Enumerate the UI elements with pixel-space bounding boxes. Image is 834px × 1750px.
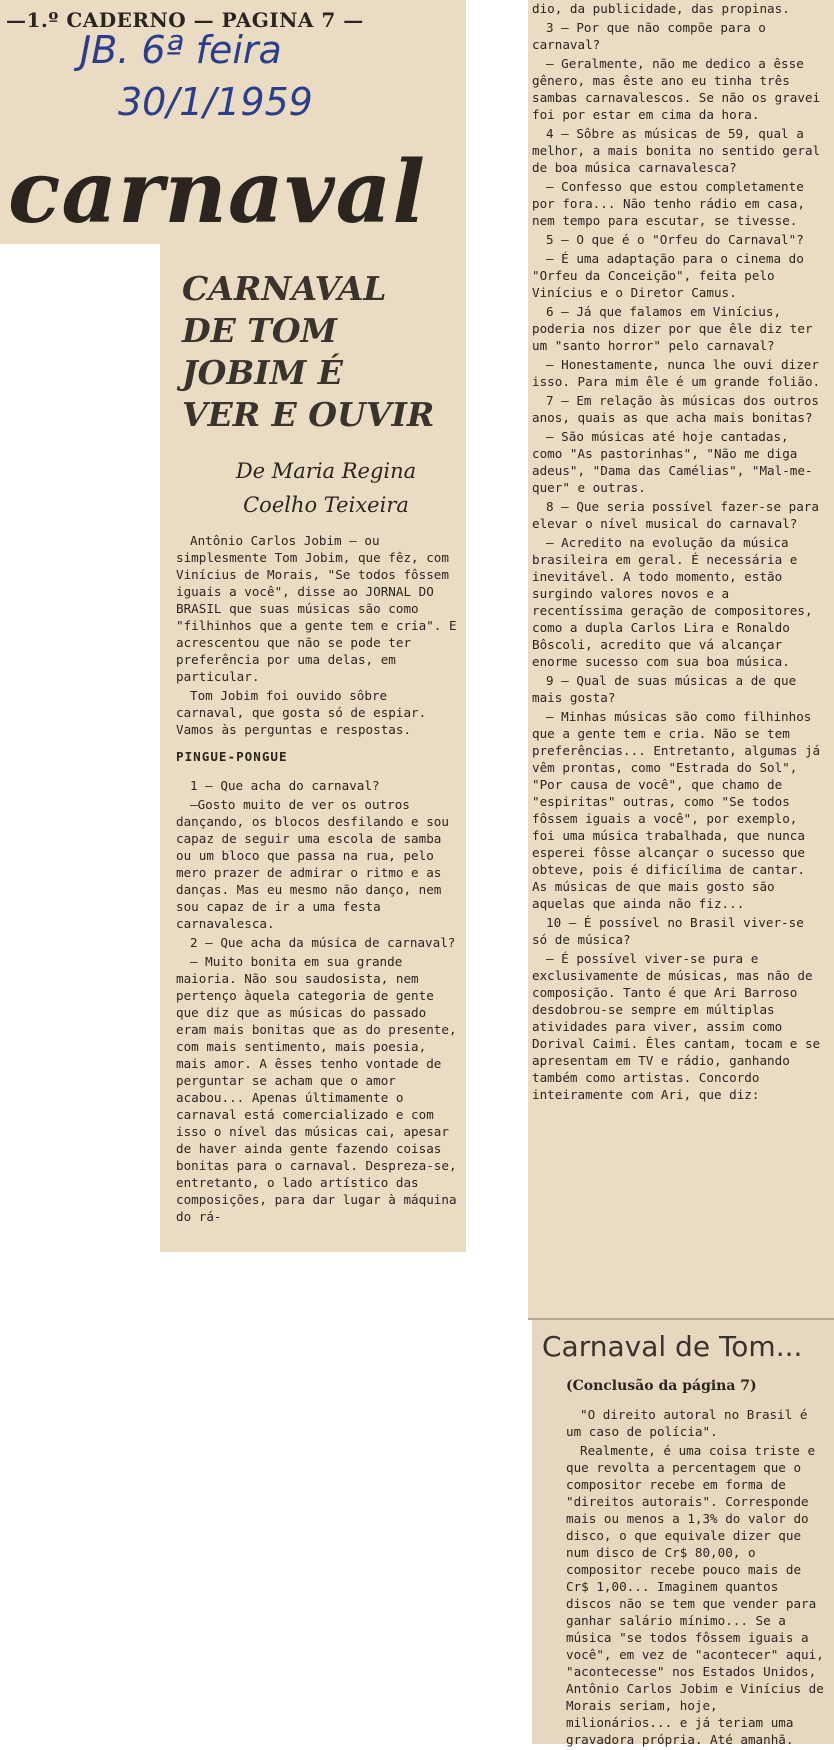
article-headline xyxy=(182,268,462,436)
question: 4 — Sôbre as músicas de 59, qual a melhor, a mais bonita no sentido geral de boa música carnavalesca? xyxy=(532,126,821,175)
answer: — Muito bonita em sua grande maioria. Não sou saudosista, nem pertenço àquela categoria de gente que diz que as músicas do passado eram mais bonitas que as do presente, com mais sentimento, mais poesia, mais amor. A êsses tenho vontade de perguntar se acham que o amor acabou... Apenas últimamente o carnaval está comercializado e com isso o nível das músicas cai, apesar de haver ainda gente fazendo coisas bonitas para o carnaval. Despreza-se, entretanto, o lado artístico das composições, para dar lugar à máquina do rá- xyxy=(176,954,457,1224)
question: 10 — É possível no Brasil viver-se só de música? xyxy=(532,915,804,947)
column-divider xyxy=(528,1318,834,1320)
question: 3 — Por que não compõe para o carnaval? xyxy=(532,20,766,52)
answer: — É uma adaptação para o cinema do "Orfeu da Conceição", feita pelo Vinícius e o Diretor Camus. xyxy=(532,251,804,300)
question: 2 — Que acha da música de carnaval? xyxy=(190,935,456,950)
section-subhead: PINGUE-PONGUE xyxy=(176,749,288,764)
handwritten-note-date: 30/1/1959 xyxy=(118,80,313,124)
paragraph: "O direito autoral no Brasil é um caso de polícia". xyxy=(566,1407,808,1439)
answer: — É possível viver-se pura e exclusivamente de músicas, mas não de composição. Tanto é que Ari Barroso desdobrou-se sempre em múltiplas atividades para viver, assim como Dorival Caimi. Êles cantam, tocam e se apresentam em TV e rádio, ganhando também como artistas. Concordo inteiramente com Ari, que diz: xyxy=(532,951,821,1102)
article-left-column xyxy=(176,532,458,1227)
paragraph: dio, da publicidade, das propinas. xyxy=(532,1,790,16)
conclusion-title: Carnaval de Tom... xyxy=(542,1330,803,1363)
answer: — São músicas até hoje cantadas, como "As pastorinhas", "Não me diga adeus", "Dama das Camélias", "Mal-me-quer" e outras. xyxy=(532,429,813,495)
headline-line: JOBIM É xyxy=(182,353,343,392)
question: 9 — Qual de suas músicas a de que mais gosta? xyxy=(532,673,797,705)
question: 8 — Que seria possível fazer-se para elevar o nível musical do carnaval? xyxy=(532,499,819,531)
article-right-column xyxy=(532,0,824,1105)
byline-line: De Maria Regina xyxy=(235,459,417,483)
paragraph: Antônio Carlos Jobim — ou simplesmente Tom Jobim, que fêz, com Vinícius de Morais, "Se todos fôssem iguais a você", disse ao JORNAL DO BRASIL que suas músicas são como "filhinhos que a gente tem e cria". E acrescentou que não se pode ter preferência por uma delas, em particular. xyxy=(176,533,457,684)
handwritten-note-day: JB. 6ª feira xyxy=(80,28,282,72)
byline xyxy=(196,454,456,522)
question: 6 — Já que falamos em Vinícius, poderia nos dizer por que êle diz ter um "santo horror" pelo carnaval? xyxy=(532,304,813,353)
question: 1 — Que acha do carnaval? xyxy=(190,778,380,793)
headline-line: CARNAVAL xyxy=(182,269,387,308)
headline-line: DE TOM xyxy=(182,311,338,350)
question: 5 — O que é o "Orfeu do Carnaval"? xyxy=(546,232,804,247)
answer: — Acredito na evolução da música brasileira em geral. É necessária e inevitável. A todo momento, estão surgindo valores novos e a recentíssima geração de compositores, como a dupla Carlos Lira e Ronaldo Bôscoli, acredito que vá alcançar enorme sucesso com sua boa música. xyxy=(532,535,813,669)
paragraph: Realmente, é uma coisa triste e que revolta a percentagem que o compositor recebe em forma de "direitos autorais". Corresponde mais ou menos a 1,3% do valor do disco, o que equivale dizer que num disco de Cr$ 80,00, o compositor recebe pouco mais de Cr$ 1,00... Imaginem quantos discos não se tem que vender para ganhar salário mínimo... Se a música "se todos fôssem iguais a você", em vez de "acontecer" aqui, "acontecesse" nos Estados Unidos, Antônio Carlos Jobim e Vinícius de Morais seriam, hoje, milionários... e já teriam uma gravadora própria. Até amanhã. xyxy=(566,1443,824,1747)
headline-line: VER E OUVIR xyxy=(182,395,435,434)
answer: — Minhas músicas são como filhinhos que a gente tem e cria. Não se tem preferências... Entretanto, algumas já vêm prontas, como "Estrada do Sol", "Por causa de você", que chamo de "espiritas" outras, como "Se todos fôssem iguais a você", por exemplo, foi uma música trabalhada, que nunca esperei fôsse alcançar o sucesso que obteve, pois é dificílima de cantar. As músicas de que mais gosto são aquelas que ainda não fiz... xyxy=(532,709,821,911)
answer: —Gosto muito de ver os outros dançando, os blocos desfilando e sou capaz de seguir uma escola de samba ou um bloco que passa na rua, pelo mero prazer de admirar o ritmo e as danças. Mas eu mesmo não danço, nem sou capaz de ir a uma festa carnavalesca. xyxy=(176,797,449,931)
answer: — Honestamente, nunca lhe ouvi dizer isso. Para mim êle é um grande folião. xyxy=(532,357,821,389)
conclusion-subtitle: (Conclusão da página 7) xyxy=(566,1378,757,1394)
section-header: —1.º CADERNO — PAGINA 7 — xyxy=(6,8,364,32)
paragraph: Tom Jobim foi ouvido sôbre carnaval, que gosta só de espiar. Vamos às perguntas e respostas. xyxy=(176,688,427,737)
conclusion-column xyxy=(566,1406,830,1750)
byline-line: Coelho Teixeira xyxy=(243,493,409,517)
question: 7 — Em relação às músicas dos outros anos, quais as que acha mais bonitas? xyxy=(532,393,819,425)
answer: — Geralmente, não me dedico a êsse gênero, mas êste ano eu tinha três sambas carnavalescos. Se não os gravei foi por estar em cima da hora. xyxy=(532,56,821,122)
answer: — Confesso que estou completamente por fora... Não tenho rádio em casa, nem tempo para escutar, se tivesse. xyxy=(532,179,805,228)
masthead-title: carnaval xyxy=(8,142,427,243)
